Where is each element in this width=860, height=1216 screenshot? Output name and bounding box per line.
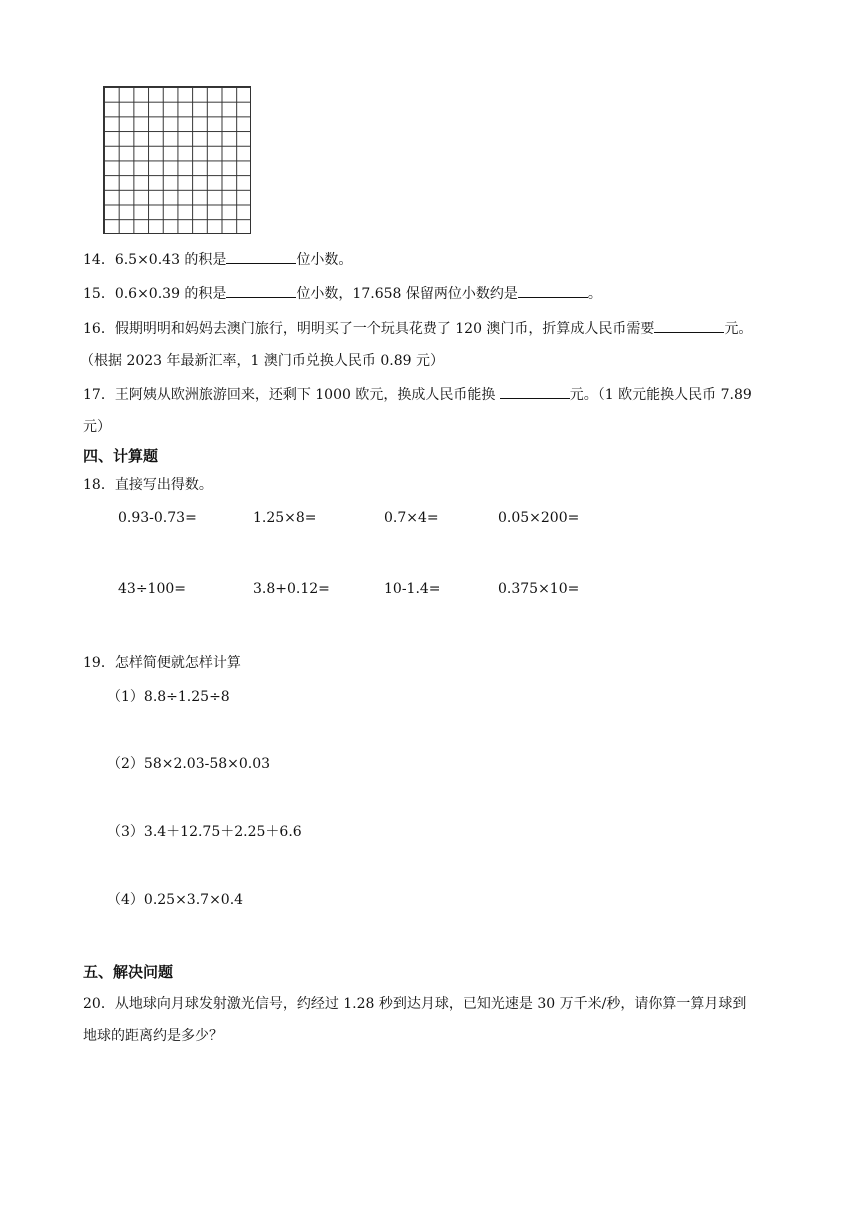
- q19-subquestion: （4）0.25×3.7×0.4: [107, 892, 244, 908]
- calc-item: 43÷100=: [118, 581, 186, 597]
- calc-item: 0.375×10=: [498, 581, 580, 597]
- q17-text-end: 元。（1 欧元能换人民币 7.89: [569, 387, 752, 403]
- calc-item: 3.8+0.12=: [253, 581, 330, 597]
- question-15: [83, 283, 820, 303]
- q15-text-mid: 位小数，17.658 保留两位小数约是: [296, 286, 518, 302]
- hundred-square-grid: [103, 86, 251, 234]
- q16-text: 16．假期明明和妈妈去澳门旅行，明明买了一个玩具花费了 120 澳门币，折算成人民币需要: [83, 321, 655, 337]
- question-20-cont: 地球的距离约是多少？: [83, 1028, 223, 1044]
- question-20: 20．从地球向月球发射激光信号，约经过 1.28 秒到达月球，已知光速是 30 万千米/秒，请你算一算月球到: [83, 996, 747, 1012]
- q14-text: 14．6.5×0.43 的积是: [83, 252, 227, 268]
- q14-text-end: 位小数。: [296, 252, 353, 268]
- question-18-title: 18．直接写出得数。: [83, 477, 213, 493]
- q19-subquestion: （3）3.4＋12.75＋2.25＋6.6: [107, 824, 302, 840]
- answer-blank[interactable]: [226, 283, 296, 298]
- calc-item: 0.93-0.73=: [118, 510, 197, 526]
- answer-blank[interactable]: [654, 318, 724, 333]
- q15-text: 15．0.6×0.39 的积是: [83, 286, 227, 302]
- q16-note: （根据 2023 年最新汇率，1 澳门币兑换人民币 0.89 元）: [80, 353, 444, 369]
- question-14: [83, 249, 820, 269]
- section-heading-problems: 五、解决问题: [83, 963, 174, 981]
- q17-text-cont: 元）: [83, 419, 111, 435]
- q17-text: 17．王阿姨从欧洲旅游回来，还剩下 1000 欧元，换成人民币能换: [83, 387, 500, 403]
- q19-subquestion: （1）8.8÷1.25÷8: [107, 689, 230, 705]
- calc-item: 0.7×4=: [384, 510, 439, 526]
- question-16: [83, 318, 820, 338]
- calc-item: 0.05×200=: [498, 510, 580, 526]
- question-19-title: 19．怎样简便就怎样计算: [83, 655, 241, 671]
- question-17: [83, 384, 820, 404]
- answer-blank[interactable]: [226, 249, 296, 264]
- q16-text-end: 元。: [724, 321, 753, 337]
- q19-subquestion: （2）58×2.03-58×0.03: [107, 756, 271, 772]
- calc-item: 10-1.4=: [384, 581, 441, 597]
- calc-item: 1.25×8=: [253, 510, 317, 526]
- answer-blank[interactable]: [518, 283, 588, 298]
- q15-text-end: 。: [587, 286, 602, 302]
- answer-blank[interactable]: [500, 384, 570, 399]
- section-heading-calc: 四、计算题: [83, 447, 159, 465]
